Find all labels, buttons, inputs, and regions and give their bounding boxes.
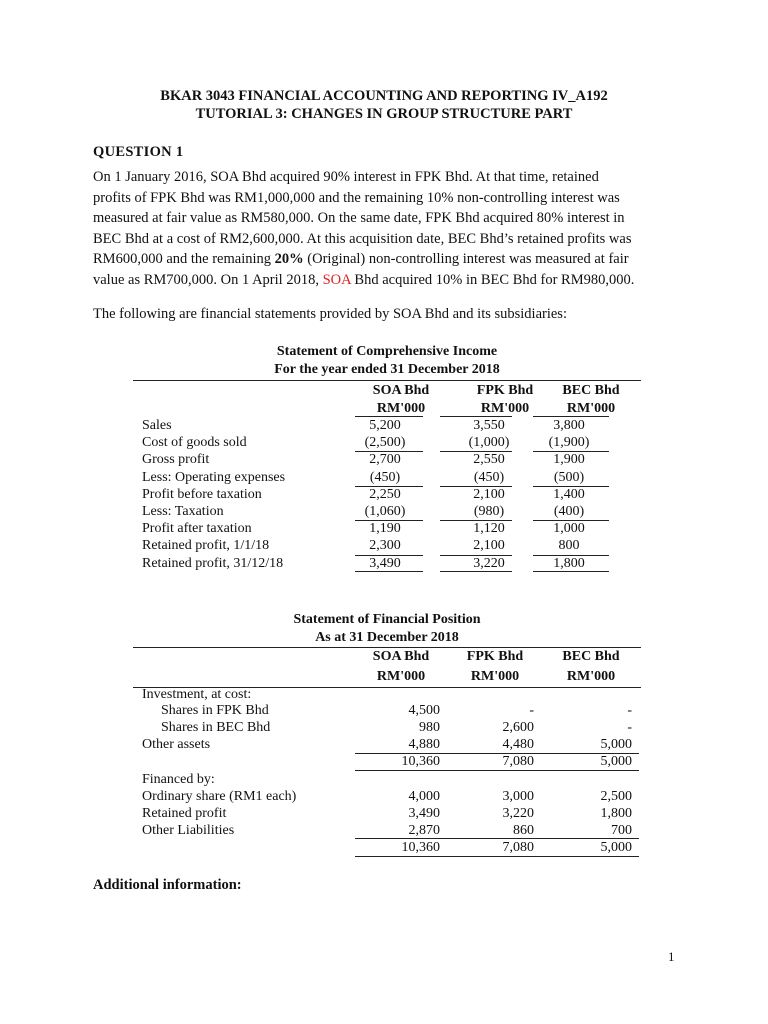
para-line: profits of FPK Bhd was RM1,000,000 and the remaining 10% non-controlling interest was <box>93 189 620 206</box>
cell-value: 800 <box>558 538 580 553</box>
sofp-section-heading <box>142 686 642 703</box>
sci-col-soa: SOA Bhd <box>372 383 430 398</box>
sci-column-rule <box>533 571 609 572</box>
sci-column-rule <box>440 416 512 417</box>
sci-col-bec: BEC Bhd <box>562 383 620 398</box>
cell-value: 3,550 <box>473 418 505 433</box>
cell-value: 1,800 <box>553 556 585 571</box>
cell-value: 4,000 <box>408 789 440 804</box>
intro-text: The following are financial statements provided by SOA Bhd and its subsidiaries: <box>93 306 567 322</box>
sci-column-rule <box>440 520 512 521</box>
cell-value: (1,060) <box>364 504 406 519</box>
sofp-financed-row <box>142 788 642 805</box>
sci-column-rule <box>440 486 512 487</box>
row-label: Other Liabilities <box>142 823 235 838</box>
sci-unit-soa: RM'000 <box>376 401 426 416</box>
cell-value: 1,000 <box>553 521 585 536</box>
cell-value: 3,490 <box>408 806 440 821</box>
cell-value: 10,360 <box>401 840 440 855</box>
sofp-asset-row <box>142 736 642 753</box>
cell-value: 700 <box>611 823 632 838</box>
sci-column-rule <box>355 555 423 556</box>
para-line: BEC Bhd at a cost of RM2,600,000. At this acquisition date, BEC Bhd’s retained profits was <box>93 230 632 247</box>
sci-column-rule <box>440 555 512 556</box>
cell-value: 5,000 <box>600 737 632 752</box>
cell-value: 4,480 <box>502 737 534 752</box>
sofp-subtitle: As at 31 December 2018 <box>315 630 459 645</box>
cell-value: 1,800 <box>600 806 632 821</box>
sci-column-rule <box>355 520 423 521</box>
cell-value: 3,220 <box>502 806 534 821</box>
para-line <box>93 270 673 291</box>
cell-value: 1,190 <box>369 521 401 536</box>
sofp-financed-total <box>142 839 642 856</box>
sofp-section-heading <box>142 771 642 788</box>
row-label: Profit before taxation <box>142 487 262 502</box>
para-text: RM600,000 and the remaining <box>93 251 275 268</box>
row-label: Retained profit, 1/1/18 <box>142 538 270 553</box>
sofp-col-fpk: FPK Bhd <box>466 649 524 664</box>
row-label: Other assets <box>142 737 211 752</box>
row-label: Less: Taxation <box>142 504 224 519</box>
sofp-title: Statement of Financial Position <box>293 612 481 627</box>
sci-column-rule <box>440 451 512 452</box>
cell-value: (450) <box>473 470 505 485</box>
sci-row <box>142 520 642 537</box>
cell-value: 4,880 <box>408 737 440 752</box>
row-label: Retained profit, 31/12/18 <box>142 556 284 571</box>
row-label: Shares in BEC Bhd <box>161 720 271 735</box>
cell-value: 3,220 <box>473 556 505 571</box>
sci-column-rule <box>440 571 512 572</box>
sci-col-fpk: FPK Bhd <box>476 383 534 398</box>
para-line: measured at fair value as RM580,000. On the same date, FPK Bhd acquired 80% interest in <box>93 210 625 227</box>
additional-info-heading: Additional information: <box>93 877 242 893</box>
sci-row <box>142 434 642 451</box>
cell-value: (2,500) <box>364 435 406 450</box>
cell-value: (980) <box>473 504 505 519</box>
sci-subtitle: For the year ended 31 December 2018 <box>274 362 500 377</box>
cell-value: (500) <box>553 470 585 485</box>
sci-row <box>142 486 642 503</box>
cell-value: - <box>627 720 632 735</box>
sofp-financed-row <box>142 822 642 839</box>
para-line: On 1 January 2016, SOA Bhd acquired 90% interest in FPK Bhd. At that time, retained <box>93 169 599 185</box>
cell-value: 2,300 <box>369 538 401 553</box>
sci-unit-fpk: RM'000 <box>480 401 530 416</box>
row-label: Shares in FPK Bhd <box>161 703 269 718</box>
row-label: Profit after taxation <box>142 521 252 536</box>
cell-value: 3,490 <box>369 556 401 571</box>
cell-value: 2,250 <box>369 487 401 502</box>
cell-value: 1,900 <box>553 452 585 467</box>
cell-value: - <box>529 703 534 718</box>
cell-value: 3,000 <box>502 789 534 804</box>
row-label: Cost of goods sold <box>142 435 247 450</box>
para-highlight: SOA <box>322 271 351 288</box>
sci-row <box>142 555 642 572</box>
sci-column-rule <box>355 451 423 452</box>
cell-value: 1,120 <box>473 521 505 536</box>
tutorial-title: TUTORIAL 3: CHANGES IN GROUP STRUCTURE PART <box>195 106 573 122</box>
cell-value: 2,100 <box>473 538 505 553</box>
para-text: value as RM700,000. On 1 April 2018, <box>93 271 323 288</box>
cell-value: 2,600 <box>502 720 534 735</box>
sofp-asset-row <box>142 719 642 736</box>
row-label: Retained profit <box>142 806 227 821</box>
question-paragraph <box>93 167 673 291</box>
sci-row <box>142 417 642 434</box>
cell-value: - <box>627 703 632 718</box>
sci-row <box>142 503 642 520</box>
cell-value: 2,550 <box>473 452 505 467</box>
para-line <box>93 249 673 270</box>
sci-column-rule <box>533 520 609 521</box>
sci-column-rule <box>533 416 609 417</box>
cell-value: (1,900) <box>548 435 590 450</box>
sofp-assets-total <box>142 753 642 770</box>
cell-value: 7,080 <box>502 840 534 855</box>
question-heading: QUESTION 1 <box>93 144 184 160</box>
sci-row <box>142 537 642 554</box>
row-label: Investment, at cost: <box>142 687 252 702</box>
cell-value: 860 <box>513 823 534 838</box>
course-title: BKAR 3043 FINANCIAL ACCOUNTING AND REPORTING IV_A192 <box>160 88 608 104</box>
cell-value: 5,200 <box>369 418 401 433</box>
sci-column-rule <box>533 486 609 487</box>
sofp-unit-bec: RM'000 <box>566 669 616 684</box>
para-text: (Original) non-controlling interest was measured at fair <box>303 251 629 268</box>
sofp-financed-row <box>142 805 642 822</box>
sofp-unit-fpk: RM'000 <box>470 669 520 684</box>
para-text: Bhd acquired 10% in BEC Bhd for RM980,000. <box>350 271 635 288</box>
cell-value: 5,000 <box>600 754 632 769</box>
sofp-total-rule <box>355 856 639 857</box>
sci-column-rule <box>355 571 423 572</box>
sci-top-rule <box>133 380 641 381</box>
row-label: Ordinary share (RM1 each) <box>142 789 297 804</box>
sofp-col-bec: BEC Bhd <box>562 649 620 664</box>
sci-row <box>142 469 642 486</box>
sci-row <box>142 451 642 468</box>
cell-value: 1,400 <box>553 487 585 502</box>
row-label: Financed by: <box>142 772 215 787</box>
cell-value: 980 <box>419 720 440 735</box>
sofp-asset-row <box>142 702 642 719</box>
sci-column-rule <box>355 416 423 417</box>
row-label: Sales <box>142 418 172 433</box>
sci-column-rule <box>355 486 423 487</box>
page-number: 1 <box>668 949 675 964</box>
cell-value: (400) <box>553 504 585 519</box>
sofp-col-soa: SOA Bhd <box>372 649 430 664</box>
cell-value: 10,360 <box>401 754 440 769</box>
cell-value: (1,000) <box>468 435 510 450</box>
cell-value: 2,500 <box>600 789 632 804</box>
cell-value: 3,800 <box>553 418 585 433</box>
sci-title: Statement of Comprehensive Income <box>276 344 498 359</box>
cell-value: 2,870 <box>408 823 440 838</box>
cell-value: 7,080 <box>502 754 534 769</box>
sofp-unit-soa: RM'000 <box>376 669 426 684</box>
cell-value: (450) <box>369 470 401 485</box>
sci-column-rule <box>533 451 609 452</box>
row-label: Gross profit <box>142 452 210 467</box>
cell-value: 2,700 <box>369 452 401 467</box>
para-bold: 20% <box>274 251 304 268</box>
cell-value: 5,000 <box>600 840 632 855</box>
cell-value: 2,100 <box>473 487 505 502</box>
row-label: Less: Operating expenses <box>142 470 286 485</box>
sci-column-rule <box>533 555 609 556</box>
cell-value: 4,500 <box>408 703 440 718</box>
sci-unit-bec: RM'000 <box>566 401 616 416</box>
